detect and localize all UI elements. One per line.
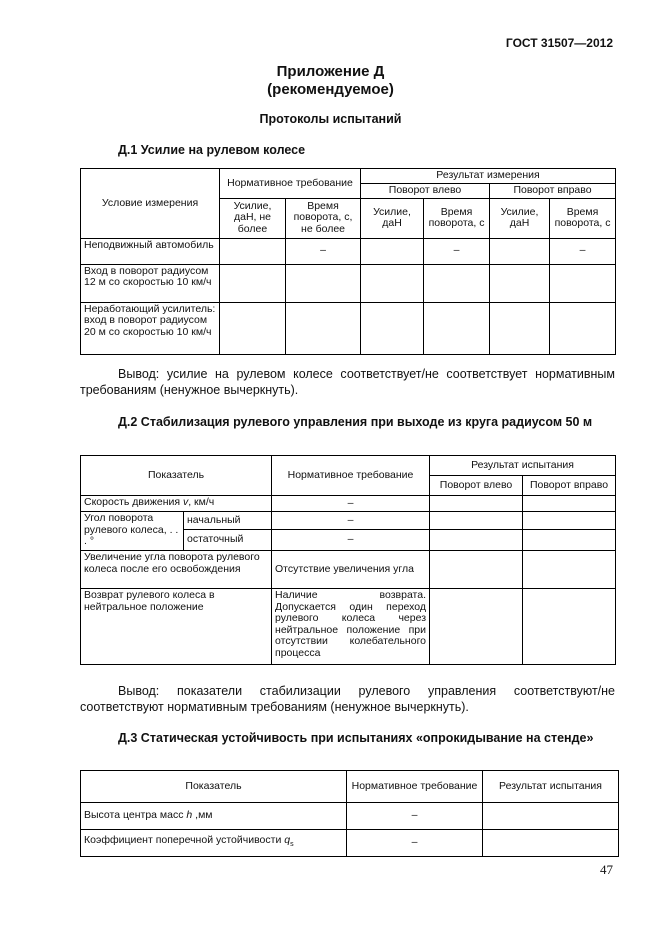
d3-coef-norm: –: [347, 830, 483, 857]
d3-coef-label: Коэффициент поперечной устойчивости $q_s$: [81, 830, 347, 857]
appendix-title: Приложение Д: [276, 63, 385, 80]
d2-angle-residual: остаточный: [184, 530, 272, 551]
d1-header-time-left: Время поворота, с: [424, 198, 490, 238]
d1-row2-cell: [361, 264, 424, 302]
d1-row3-cell: [424, 302, 490, 354]
d2-header-right: Поворот вправо: [523, 476, 616, 496]
d1-row1-cell: [220, 238, 286, 264]
d1-row2-cell: [550, 264, 616, 302]
d2-return-label: Возврат рулевого колеса в нейтральное положение: [81, 589, 272, 665]
d2-angle-label: Угол поворота рулевого колеса, . . . °: [81, 512, 184, 551]
d1-header-force-left: Усилие, даН: [361, 198, 424, 238]
protocols-heading: Протоколы испытаний: [259, 112, 402, 126]
d1-row2-cell: [220, 264, 286, 302]
d1-header-force-right: Усилие, даН: [490, 198, 550, 238]
d2-residual-left: [430, 530, 523, 551]
d3-height-norm: –: [347, 803, 483, 830]
d2-initial-right: [523, 512, 616, 530]
d2-header-left: Поворот влево: [430, 476, 523, 496]
d1-header-time-right: Время поворота, с: [550, 198, 616, 238]
d2-initial-norm: –: [272, 512, 430, 530]
section-d2-title: Д.2 Стабилизация рулевого управления при выходе из круга радиусом 50 м: [118, 415, 593, 429]
d3-height-label: Высота центра масс h ,мм: [81, 803, 347, 830]
d2-header-result: Результат испытания: [430, 456, 616, 476]
d3-coef-result: [483, 830, 619, 857]
d2-increase-right: [523, 551, 616, 589]
d1-header-result: Результат измерения: [361, 169, 616, 184]
d1-row2-cell: [424, 264, 490, 302]
d1-row3-cell: [490, 302, 550, 354]
d2-increase-norm: Отсутствие увеличения угла: [272, 551, 430, 589]
d3-table: [80, 770, 619, 857]
d1-row3-cell: [550, 302, 616, 354]
d2-return-norm: Наличие возврата. Допускается один переход рулевого колеса через нейтральное положение при отсутствии колебательного процесса: [272, 589, 430, 665]
d2-residual-norm: –: [272, 530, 430, 551]
d2-residual-right: [523, 530, 616, 551]
d1-row3-cell: [286, 302, 361, 354]
d1-row3-cell: [361, 302, 424, 354]
d2-speed-right: [523, 496, 616, 512]
d3-height-result: [483, 803, 619, 830]
appendix-subtitle: (рекомендуемое): [267, 81, 394, 98]
d1-row1-cell: [361, 238, 424, 264]
d2-increase-left: [430, 551, 523, 589]
section-d1-title: Д.1 Усилие на рулевом колесе: [118, 143, 306, 157]
d1-row1-label: Неподвижный автомобиль: [81, 238, 220, 264]
d1-header-right: Поворот вправо: [490, 184, 616, 199]
d2-header-norm: Нормативное требование: [272, 456, 430, 496]
d1-header-time: Время поворота, с, не более: [286, 198, 361, 238]
d1-header-force: Усилие, даН, не более: [220, 198, 286, 238]
d1-header-condition: Условие измерения: [81, 169, 220, 239]
d2-speed-label: Скорость движения v, км/ч: [81, 496, 272, 512]
d2-return-right: [523, 589, 616, 665]
section-d3-title: Д.3 Статическая устойчивость при испытаниях «опрокидывание на стенде»: [118, 731, 594, 745]
d1-row3-cell: [220, 302, 286, 354]
d1-row2-cell: [490, 264, 550, 302]
d3-header-result: Результат испытания: [483, 771, 619, 803]
page-number: 47: [600, 862, 613, 877]
d1-conclusion: Вывод: усилие на рулевом колесе соответствует/не соответствует нормативным требованиям (ненужное вычеркнуть).: [80, 367, 615, 397]
d2-initial-left: [430, 512, 523, 530]
d2-speed-norm: –: [272, 496, 430, 512]
d2-angle-initial: начальный: [184, 512, 272, 530]
standard-header: ГОСТ 31507—2012: [505, 36, 613, 50]
d1-row2-label: Вход в поворот радиусом 12 м со скоростью 10 км/ч: [81, 264, 220, 302]
d2-header-indicator: Показатель: [81, 456, 272, 496]
d2-return-left: [430, 589, 523, 665]
d2-table: [80, 455, 616, 665]
d1-table: [80, 168, 616, 355]
d1-row1-dash: –: [550, 238, 616, 264]
d1-row1-dash: –: [424, 238, 490, 264]
d1-row1-dash: –: [286, 238, 361, 264]
d1-row1-cell: [490, 238, 550, 264]
d2-increase-label: Увеличение угла поворота рулевого колеса после его освобождения: [81, 551, 272, 589]
d1-header-norm: Нормативное требование: [220, 169, 361, 199]
d1-row3-label: Неработающий усилитель: вход в поворот радиусом 20 м со скоростью 10 км/ч: [81, 302, 220, 354]
d3-header-norm: Нормативное требование: [347, 771, 483, 803]
d1-header-left: Поворот влево: [361, 184, 490, 199]
d1-row2-cell: [286, 264, 361, 302]
d2-conclusion: Вывод: показатели стабилизации рулевого управления соответствуют/не соответствуют нормативным требованиям (ненужное вычеркнуть).: [80, 684, 615, 714]
d3-header-indicator: Показатель: [81, 771, 347, 803]
d2-speed-left: [430, 496, 523, 512]
